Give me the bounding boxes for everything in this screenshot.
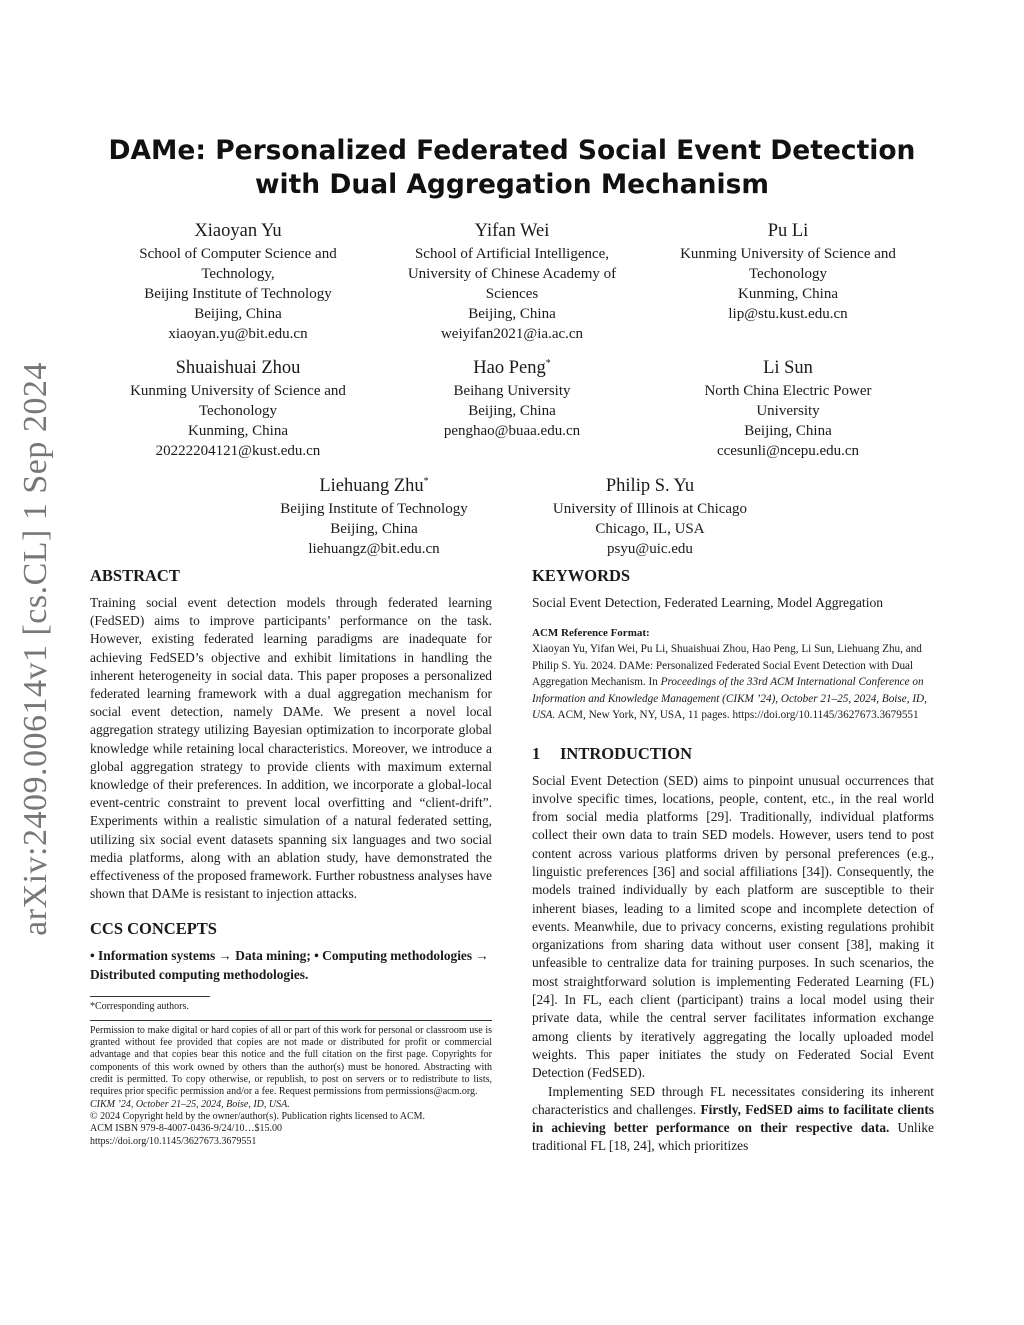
footnote-rule xyxy=(90,996,210,997)
author-name: Liehuang Zhu* xyxy=(319,476,429,497)
author-location: Chicago, IL, USA xyxy=(595,521,705,538)
author-location: Beijing, China xyxy=(330,521,418,538)
keywords-heading: KEYWORDS xyxy=(532,566,631,585)
author-affiliation-line: School of Artificial Intelligence, xyxy=(414,246,610,263)
author-name: Yifan Wei xyxy=(474,221,550,242)
author-affiliation-line: School of Computer Science and xyxy=(139,246,337,263)
author-name: Pu Li xyxy=(767,221,809,242)
permission-venue: CIKM ’24, October 21–25, 2024, Boise, ID, USA. xyxy=(90,1098,290,1110)
intro-paragraph: Social Event Detection (SED) aims to pinpoint unusual occurrences that involve specific times, locations, people, content, etc., in the real world from social media platforms [29]. Traditionally, individual platforms collect their own data to train SED models. However, users tend to post content across various platforms driven by personal preferences (e.g., linguistic preferences [36] and social affiliations [34]). Consequently, the models trained individually by each platform are susceptible to their inherent biases, leading to a limited scope and incomplete detection of events. Meanwhile, due to privacy concerns, existing regulations prohibit organizations from sharing data without user consent [38], making it unfeasible to centralize data for training purposes. In such scenarios, the most straightforward solution is implementing Federated Learning (FL) [24]. In FL, each client (participant) trains a local model using their private data, while the central server facilitates information exchange among clients by iteratively aggregating the locally uploaded model weights. This paper initiates the study on Federated Social Event Detection (FedSED). xyxy=(532,772,934,1081)
paper-title: DAMe: Personalized Federated Social Event Detection with Dual Aggregation Mechanism xyxy=(108,135,916,200)
reference-format-text: Xiaoyan Yu, Yifan Wei, Pu Li, Shuaishuai Zhou, Hao Peng, Li Sun, Liehuang Zhu, and Philip S. Yu. 2024. DAMe: Personalized Federated Social Event Detection with Dual Aggregation Mechanism. In Proceedings of the 33rd ACM International Conference on Information and Knowledge Management (CIKM ’24), October 21–25, 2024, Boise, ID, USA. ACM, New York, NY, USA, 11 pages. https://doi.org/10.1145/3627673.3679551 xyxy=(532,643,927,721)
author-affiliation-line: Beihang University xyxy=(453,383,571,400)
permission-copyright: © 2024 Copyright held by the owner/author(s). Publication rights licensed to ACM. xyxy=(90,1110,426,1122)
section-number: 1 xyxy=(532,743,541,763)
author-affiliation-line: Beijing Institute of Technology xyxy=(144,286,332,303)
author-email: lip@stu.kust.edu.cn xyxy=(728,306,848,323)
author-location: Beijing, China xyxy=(194,306,282,323)
author-block xyxy=(640,214,936,324)
permission-text: Permission to make digital or hard copies of all or part of this work for personal or classroom use is granted without fee provided that copies are not made or distributed for profit or commercial advantage and that copies bear this notice and the full citation on the first page. Copyrights for components of this work owned by others than the author(s) must be honored. Abstracting with credit is permitted. To copy otherwise, or republish, to post on servers or to redistribute to lists, requires prior specific permission and/or a fee. Request permissions from permissions@acm.org. xyxy=(90,1024,492,1098)
author-location: Beijing, China xyxy=(468,403,556,420)
author-affiliation-line: Sciences xyxy=(485,286,539,303)
author-email: weiyifan2021@ia.ac.cn xyxy=(440,326,584,343)
arxiv-stamp xyxy=(8,362,64,936)
author-email: xiaoyan.yu@bit.edu.cn xyxy=(168,326,308,343)
author-affiliation-line: Techonology xyxy=(198,403,278,420)
author-name: Hao Peng* xyxy=(473,358,551,379)
author-affiliation-line: Techonology xyxy=(748,266,828,283)
author-email: liehuangz@bit.edu.cn xyxy=(308,541,440,558)
author-email: psyu@uic.edu xyxy=(607,541,693,558)
permission-rule xyxy=(90,1020,492,1021)
author-location: Kunming, China xyxy=(188,423,288,440)
author-email: penghao@buaa.edu.cn xyxy=(443,423,581,440)
right-column xyxy=(532,566,934,1156)
author-location: Beijing, China xyxy=(468,306,556,323)
author-name: Philip S. Yu xyxy=(605,476,695,497)
abstract-text: Training social event detection models through federated learning (FedSED) aims to improve participants’ performance on the task. However, existing federated learning paradigms are inadequate for achieving FedSED’s objective and exhibit limitations in handling the inherent heterogeneity in social data. This paper proposes a personalized federated learning framework with a dual aggregation mechanism for social event detection, namely DAMe. We present a novel local aggregation strategy utilizing Bayesian optimization to incorporate global knowledge while retaining local characteristics. Moreover, we introduce a global aggregation strategy to provide clients with maximum external knowledge of their preferences. In addition, we incorporate a global-local event-centric constraint to prevent local overfitting and “client-drift”. Experiments within a realistic simulation of a natural federated setting, utilizing six social event datasets spanning six languages and two social media platforms, along with an ablation study, have demonstrated the effectiveness of the proposed framework. Further robustness analyses have shown that DAMe is resistant to injection attacks. xyxy=(90,595,492,902)
ccs-heading: CCS CONCEPTS xyxy=(90,919,217,939)
footnote-corresponding: *Corresponding authors. xyxy=(90,1000,189,1012)
author-block xyxy=(374,351,650,441)
author-affiliation-line: University xyxy=(756,403,820,420)
permission-isbn: ACM ISBN 979-8-4007-0436-9/24/10…$15.00 xyxy=(90,1123,282,1135)
author-block xyxy=(90,351,386,461)
keywords-text: Social Event Detection, Federated Learning, Model Aggregation xyxy=(532,595,884,610)
author-block xyxy=(640,351,936,461)
author-block xyxy=(374,214,650,344)
reference-format-heading: ACM Reference Format: xyxy=(532,627,650,639)
author-email: 20222204121@kust.edu.cn xyxy=(155,443,321,460)
intro-paragraph: Implementing SED through FL necessitates considering its inherent characteristics and challenges. Firstly, FedSED aims to facilitate clients in achieving better performance on their respective data. Unlike traditional FL [18, 24], which prioritizes xyxy=(532,1083,934,1154)
author-name: Li Sun xyxy=(763,358,813,379)
author-block xyxy=(512,469,788,559)
author-affiliation-line: University of Illinois at Chicago xyxy=(552,501,748,518)
author-affiliation-line: University of Chinese Academy of xyxy=(407,266,617,283)
author-location: Kunming, China xyxy=(738,286,838,303)
arxiv-stamp-text: arXiv:2409.00614v1 [cs.CL] 1 Sep 2024 xyxy=(17,362,54,936)
introduction-body xyxy=(532,772,934,1156)
author-name: Shuaishuai Zhou xyxy=(175,358,301,379)
author-affiliation-line: North China Electric Power xyxy=(704,383,872,400)
author-email: ccesunli@ncepu.edu.cn xyxy=(716,443,860,460)
ccs-text: • Information systems → Data mining; • Computing methodologies → Distributed computing methodologies. xyxy=(90,948,489,982)
introduction-heading: 1 INTRODUCTION xyxy=(532,743,693,763)
permission-doi[interactable]: https://doi.org/10.1145/3627673.3679551 xyxy=(90,1135,257,1147)
author-affiliation-line: Kunming University of Science and xyxy=(680,246,896,263)
author-block xyxy=(90,214,386,344)
left-column xyxy=(90,566,492,1148)
abstract-heading: ABSTRACT xyxy=(90,566,180,585)
author-affiliation-line: Kunming University of Science and xyxy=(130,383,346,400)
author-affiliation-line: Technology, xyxy=(201,266,275,283)
author-affiliation-line: Beijing Institute of Technology xyxy=(280,501,468,518)
author-location: Beijing, China xyxy=(744,423,832,440)
author-name: Xiaoyan Yu xyxy=(194,221,282,242)
author-block xyxy=(236,469,512,559)
